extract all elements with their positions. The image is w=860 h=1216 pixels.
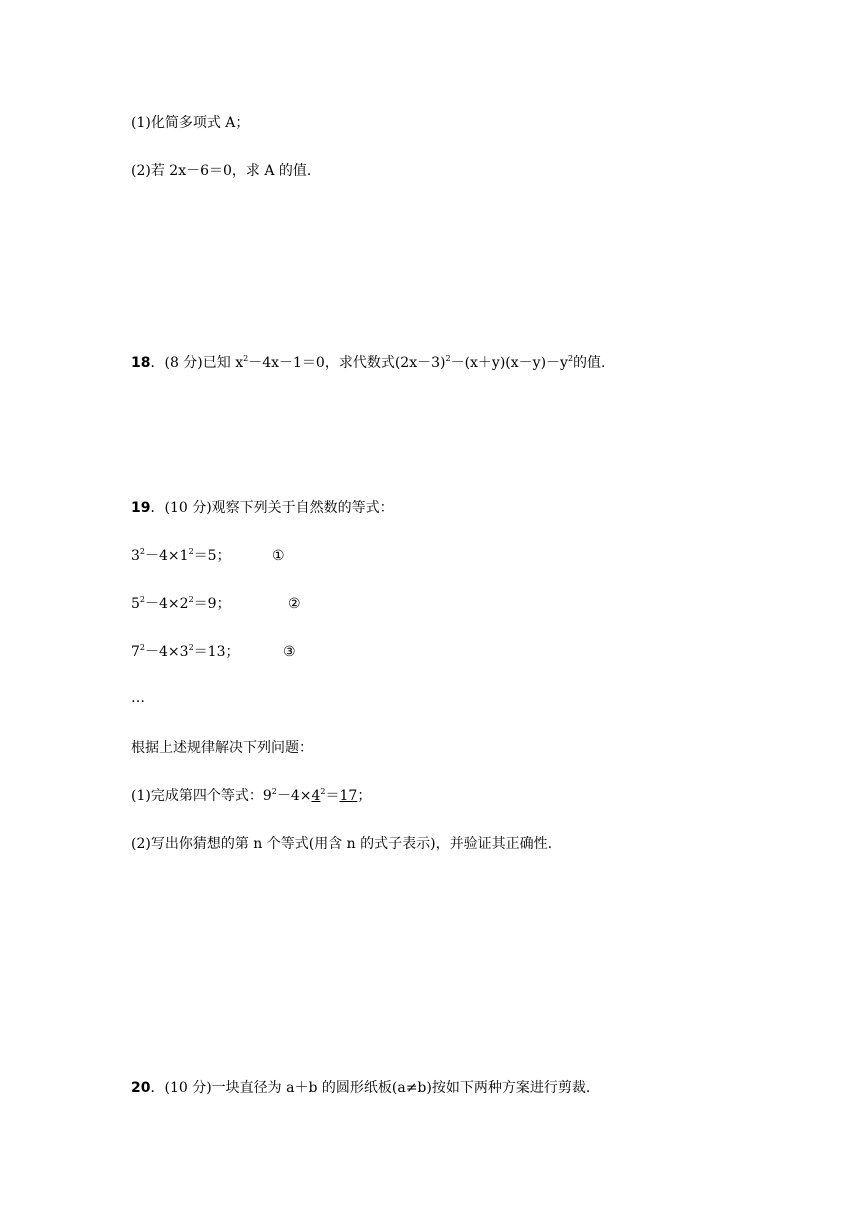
q19-part1-answer-blank-1: 4 bbox=[311, 788, 321, 804]
q19-part1-prefix: (1)完成第四个等式：9 bbox=[131, 788, 272, 804]
q18-sup-c: 2 bbox=[567, 354, 574, 363]
q18-text bbox=[131, 353, 606, 373]
q17-part2: (2)若 2x－6＝0，求 A 的值. bbox=[131, 163, 312, 179]
eq1-result: ＝5； bbox=[193, 548, 231, 564]
eq1-mid: －4×1 bbox=[145, 548, 189, 564]
eq3-mid: －4×3 bbox=[145, 644, 189, 660]
q18-sup-b: 2 bbox=[445, 354, 451, 363]
q19-part2: (2)写出你猜想的第 n 个等式(用含 n 的式子表示)，并验证其正确性. bbox=[131, 836, 553, 852]
q19-part1-sup1: 2 bbox=[271, 787, 277, 796]
q20-number: 20 bbox=[131, 1080, 151, 1096]
eq3-result: ＝13； bbox=[193, 644, 240, 660]
q19-part1 bbox=[131, 786, 371, 806]
eq2-sup1: 2 bbox=[139, 595, 146, 604]
q19-marker-3: ③ bbox=[283, 644, 296, 660]
q19-intro-line bbox=[131, 498, 394, 518]
eq2-result: ＝9； bbox=[193, 596, 231, 612]
q18-text-a: (8 分)已知 x bbox=[164, 355, 244, 371]
q18-dot: ． bbox=[150, 355, 165, 371]
q19-ellipsis: … bbox=[131, 690, 145, 706]
q19-rule-intro: 根据上述规律解决下列问题： bbox=[131, 740, 313, 756]
q19-equation-3 bbox=[131, 642, 239, 662]
q19-dot: ． bbox=[150, 500, 165, 516]
q20-text bbox=[131, 1078, 590, 1098]
q19-part1-end: ； bbox=[357, 788, 372, 804]
eq3-sup1: 2 bbox=[139, 643, 146, 652]
q19-marker-1: ① bbox=[272, 548, 285, 564]
eq1-base: 3 bbox=[131, 548, 140, 564]
eq2-sup2: 2 bbox=[188, 595, 194, 604]
q17-part1: (1)化简多项式 A； bbox=[131, 115, 250, 131]
eq1-sup2: 2 bbox=[188, 547, 194, 556]
eq2-base: 5 bbox=[131, 596, 140, 612]
q19-part1-sup2: 2 bbox=[320, 787, 326, 796]
q20-dot: ． bbox=[150, 1080, 165, 1096]
eq3-base: 7 bbox=[131, 644, 140, 660]
q18-sup-a: 2 bbox=[243, 354, 249, 363]
eq2-mid: －4×2 bbox=[145, 596, 189, 612]
q18-text-c: －(x＋y)(x－y)－y bbox=[450, 355, 568, 371]
q18-number: 18 bbox=[131, 355, 151, 371]
q19-part1-equals: ＝ bbox=[325, 788, 340, 804]
q18-text-d: 的值. bbox=[573, 355, 606, 371]
q19-equation-2 bbox=[131, 594, 231, 614]
q19-equation-1 bbox=[131, 546, 231, 566]
q19-number: 19 bbox=[131, 500, 151, 516]
q20-body: (10 分)一块直径为 a＋b 的圆形纸板(a≠b)按如下两种方案进行剪裁. bbox=[164, 1080, 591, 1096]
q19-part1-mid: －4× bbox=[276, 788, 312, 804]
q18-text-b: －4x－1＝0，求代数式(2x－3) bbox=[248, 355, 446, 371]
eq3-sup2: 2 bbox=[188, 643, 194, 652]
q19-marker-2: ② bbox=[288, 596, 301, 612]
q19-intro: (10 分)观察下列关于自然数的等式： bbox=[164, 500, 394, 516]
eq1-sup1: 2 bbox=[139, 547, 146, 556]
q19-part1-answer-blank-2: 17 bbox=[339, 788, 358, 804]
